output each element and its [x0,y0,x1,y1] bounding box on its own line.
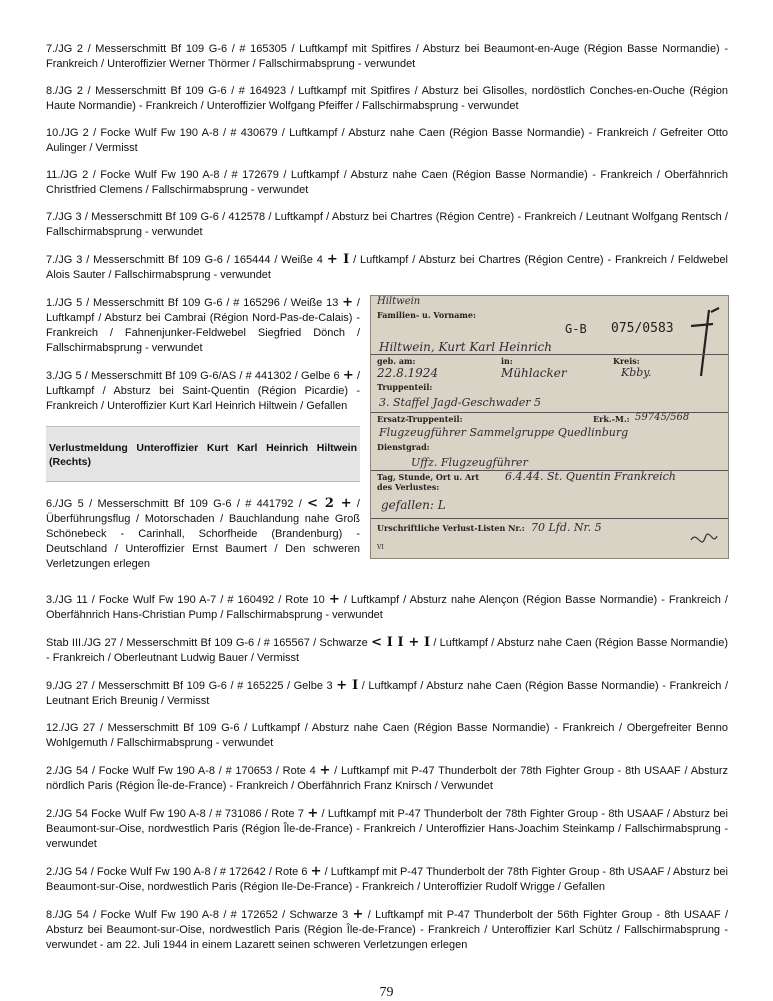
entry-text: / Luftkampf mit P-47 Thunderbolt der 78th Fighter Group - 8th USAAF / Absturz bei Beaumont-sur-Oise, nordwestlich Paris (Région Ile-De-France) - Frankreich / Unteroffizier Rudolf Wrigge / Gefallen [46,866,728,893]
card-label-name: Familien- u. Vorname: [377,310,476,320]
aircraft-marking: + [342,368,354,383]
loss-entry [46,592,728,623]
card-mark-icon [687,304,721,382]
card-kreis: Kbby. [621,366,652,379]
entry-text: 2./JG 54 Focke Wulf Fw 190 A-8 / # 731086 / Rote 7 [46,808,308,820]
entry-text: 8./JG 54 / Focke Wulf Fw 190 A-8 / # 172652 / Schwarze 3 [46,909,353,921]
loss-entry: 7./JG 2 / Messerschmitt Bf 109 G-6 / # 165305 / Luftkampf mit Spitfires / Absturz bei Beaumont-en-Auge (Région Basse Normandie) - Frankreich / Unteroffizier Werner Thörmer / Fallschirmabsprung - verwundet [46,43,728,70]
card-label-urschrift: Urschriftliche Verlust-Listen Nr.: [377,523,525,533]
entry-text: 6./JG 5 / Messerschmitt Bf 109 G-6 / # 441792 / [46,498,308,510]
card-label-ersatz: Ersatz-Truppenteil: [377,414,463,424]
card-status: gefallen: L [381,498,446,512]
aircraft-marking: + [352,907,364,922]
aircraft-marking: < I I + I [371,635,431,650]
loss-entry [46,678,728,709]
card-name: Hiltwein, Kurt Karl Heinrich [379,340,552,354]
entry-text: Stab III./JG 27 / Messerschmitt Bf 109 G-6 / # 165567 / Schwarze [46,637,372,649]
loss-entry [46,368,360,414]
left-column [46,295,360,584]
bottom-entries [46,592,728,953]
loss-entry [46,907,728,953]
entry-text: / Luftkampf / Absturz bei Chartres (Région Centre) - Frankreich / Feldwebel Alois Sauter / Fallschirmabsprung - verwundet [46,254,728,281]
loss-entry: 8./JG 2 / Messerschmitt Bf 109 G-6 / # 164923 / Luftkampf mit Spitfires / Absturz bei Glisolles, nordöstlich Conches-en-Ouche (Région Haute Normandie) - Frankreich / Unteroffizier Wolfgang Pfeiffer / Fallschirmabsprung - verwundet [46,85,728,112]
aircraft-marking: + [310,864,322,879]
card-rule [371,354,728,355]
aircraft-marking: + [342,295,354,310]
entry-text: / Luftkampf / Absturz bei Cambrai (Région Nord-Pas-de-Calais) - Frankreich / Fahnenjunker-Feldwebel Siegfried Dönch / Fallschirmabsprung - verwundet [46,297,360,354]
card-label-kreis: Kreis: [613,356,640,366]
entry-text: 9./JG 27 / Messerschmitt Bf 109 G-6 / # 165225 / Gelbe 3 [46,680,337,692]
card-label-geb: geb. am: [377,356,416,366]
card-header-name: Hiltwein [377,296,421,307]
card-replacement-unit: Flugzeugführer Sammelgruppe Quedlinburg [379,426,629,439]
card-label-verlust: des Verlustes: [377,482,440,492]
card-label-in: in: [501,356,513,366]
card-label-truppenteil: Truppenteil: [377,382,433,392]
loss-entry: 12./JG 27 / Messerschmitt Bf 109 G-6 / Luftkampf / Absturz nahe Caen (Région Basse Normandie) - Frankreich / Obergefreiter Benno Wohlgemuth / Fallschirmabsprung - verwundet [46,722,728,749]
card-birthplace: Mühlacker [501,366,567,380]
card-list-number: 70 Lfd. Nr. 5 [531,521,602,534]
card-loss-details: 6.4.44. St. Quentin Frankreich [505,470,676,483]
entry-text: 2./JG 54 / Focke Wulf Fw 190 A-8 / # 170653 / Rote 4 [46,765,320,777]
top-entries [46,42,728,283]
loss-entry [46,496,360,572]
entry-text: / Luftkampf / Absturz bei Saint-Quentin (Région Picardie) - Frankreich / Unteroffizier Kurt Karl Heinrich Hiltwein / Gefallen [46,370,360,412]
loss-entry [46,806,728,852]
card-corner-mark: VI [377,544,384,551]
entry-text: / Überführungsflug / Motorschaden / Bauchlandung nahe Groß Schönebeck - Carinhall, Schorfheide (Brandenburg) - Deutschland / Unteroffizier Ernst Baumert / Den schweren Verletzungen erlegen [46,498,360,570]
entry-text: 1./JG 5 / Messerschmitt Bf 109 G-6 / # 165296 / Weiße 13 [46,297,343,309]
entry-text: / Luftkampf mit P-47 Thunderbolt der 78th Fighter Group - 8th USAAF / Absturz nördlich Paris (Région Île-de-France) - Frankreich / Oberfähnrich Franz Knirsch / Verwundet [46,765,728,792]
aircraft-marking: + [319,763,331,778]
card-code: G-B [565,322,587,336]
entry-text: 2./JG 54 / Focke Wulf Fw 190 A-8 / # 172642 / Rote 6 [46,866,311,878]
entry-text: 3./JG 11 / Focke Wulf Fw 190 A-7 / # 160492 / Rote 10 [46,594,329,606]
card-number: 075/0583 [611,321,674,336]
entry-text: / Luftkampf mit P-47 Thunderbolt der 56th Fighter Group - 8th USAAF / Absturz bei Beaumont-sur-Oise, nordwestlich Paris (Région Île-de-France) - Frankreich / Unteroffizier Karl Schütz / Fallschirmabsprung - verwundet - am 22. Juli 1944 in einem Lazarett seinen schweren Verletzungen erlegen [46,909,729,951]
image-caption: Verlustmeldung Unteroffizier Kurt Karl Heinrich Hiltwein (Rechts) [46,426,360,482]
aircraft-marking: + [307,806,319,821]
loss-report-card [370,295,729,559]
document-page [46,42,728,965]
entry-text: / Luftkampf / Absturz nahe Caen (Région Basse Normandie) - Frankreich / Oberleutnant Ludwig Bauer / Vermisst [46,637,728,664]
aircraft-marking: < 2 + [307,496,352,511]
page-number: 79 [379,985,394,1000]
entries-with-card [46,295,728,584]
card-rule [371,518,728,519]
entry-text: 7./JG 3 / Messerschmitt Bf 109 G-6 / 165444 / Weiße 4 [46,254,327,266]
card-unit: 3. Staffel Jagd-Geschwader 5 [379,396,542,409]
loss-entry [46,864,728,895]
entry-text: 3./JG 5 / Messerschmitt Bf 109 G-6/AS / # 441302 / Gelbe 6 [46,370,343,382]
card-signature-icon [689,528,719,552]
entry-text: / Luftkampf / Absturz nahe Alençon (Région Basse Normandie) - Frankreich / Oberfähnrich Hans-Christian Pump / Fallschirmabsprung - verwundet [46,594,728,621]
card-erk-value: 59745/568 [635,412,690,423]
card-rank: Uffz. Flugzeugführer [411,456,528,469]
entry-text: / Luftkampf / Absturz nahe Caen (Région Basse Normandie) - Frankreich / Leutnant Erich Breunig / Vermisst [46,680,729,707]
loss-entry: 11./JG 2 / Focke Wulf Fw 190 A-8 / # 172679 / Luftkampf / Absturz nahe Caen (Région Basse Normandie) - Frankreich / Oberfähnrich Christfried Clemens / Fallschirmabsprung - verwundet [46,169,728,196]
aircraft-marking: + [328,592,340,607]
loss-entry [46,635,728,666]
loss-entry [46,252,728,283]
aircraft-marking: + I [326,252,350,267]
loss-entry: 7./JG 3 / Messerschmitt Bf 109 G-6 / 412578 / Luftkampf / Absturz bei Chartres (Région Centre) - Frankreich / Leutnant Wolfgang Rentsch / Fallschirmabsprung - verwundet [46,211,728,238]
card-label-tag: Tag, Stunde, Ort u. Art [377,472,480,482]
card-label-erk: Erk.-M.: [593,414,630,424]
card-label-dienstgrad: Dienstgrad: [377,442,430,452]
loss-entry [46,295,360,356]
entry-text: / Luftkampf mit P-47 Thunderbolt der 78th Fighter Group - 8th USAAF / Absturz bei Beaumont-sur-Oise, nordwestlich Paris (Région Île-de-France) - Frankreich / Unteroffizier Hans-Joachim Steinkamp / Fallschirmabsprung - verwundet [46,808,728,850]
loss-entry [46,763,728,794]
card-dob: 22.8.1924 [377,366,439,380]
right-column [370,295,729,584]
aircraft-marking: + I [336,678,359,693]
loss-entry: 10./JG 2 / Focke Wulf Fw 190 A-8 / # 430679 / Luftkampf / Absturz nahe Caen (Région Basse Normandie) - Frankreich / Gefreiter Otto Aulinger / Vermisst [46,127,728,154]
